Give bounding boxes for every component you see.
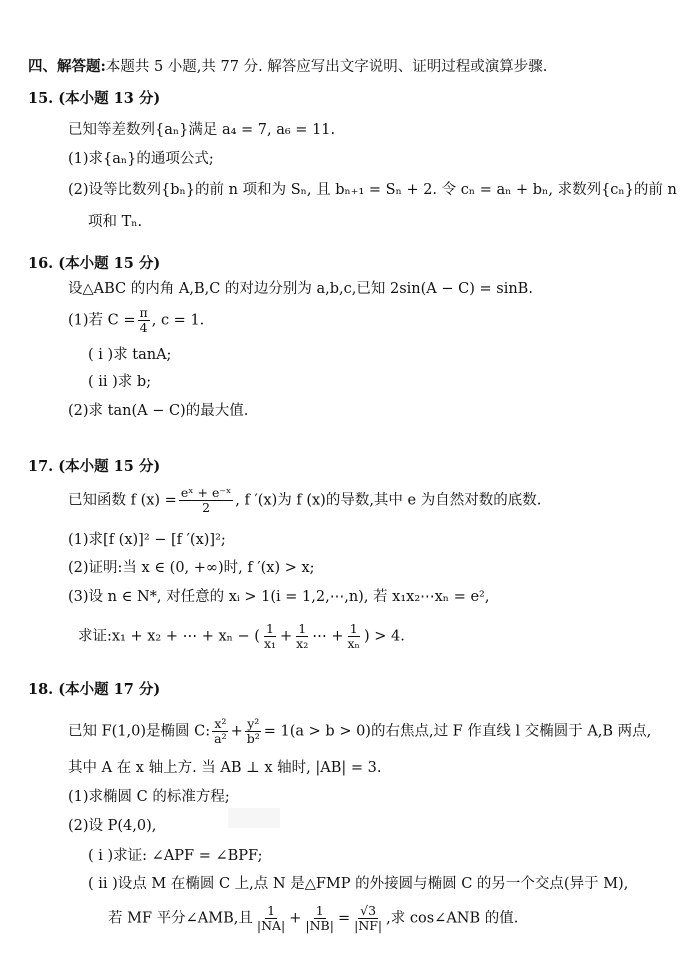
plus: + [289, 910, 302, 927]
q16-part1-pre: (1)若 C = [68, 312, 136, 329]
q16-part2: (2)求 tan(A − C)的最大值. [68, 403, 249, 419]
q16-part1-post: , c = 1. [151, 312, 205, 329]
fraction-1-x2 [294, 622, 310, 651]
proof-post: ) > 4. [363, 628, 405, 645]
fraction-cosh [179, 486, 233, 515]
fraction-sqrt3-nf [352, 904, 384, 933]
fraction-1-na [255, 904, 287, 933]
numerator: 1 [315, 903, 324, 918]
q15-part2-cont: 项和 Tₙ. [88, 214, 143, 230]
denominator: 2 [202, 500, 211, 515]
fraction-1-x1 [262, 622, 278, 651]
q16-title: 16. (本小题 15 分) [28, 255, 161, 272]
q15-part2: (2)设等比数列{bₙ}的前 n 项和为 Sₙ, 且 bₙ₊₁ = Sₙ + 2. 令 cₙ = aₙ + bₙ, 求数列{cₙ}的前 n [68, 182, 677, 198]
q17-part3: (3)设 n ∈ N*, 对任意的 xᵢ > 1(i = 1,2,⋯,n), 若 x₁x₂⋯xₙ = e², [68, 589, 490, 605]
q16-part1-ii: ( ⅱ )求 b; [88, 374, 152, 390]
q17-title: 17. (本小题 15 分) [28, 458, 161, 475]
q18-stem-pre: 已知 F(1,0)是椭圆 C: [68, 723, 211, 740]
fraction-y2-b2 [245, 717, 262, 746]
numerator: 1 [298, 621, 307, 636]
q17-part1: (1)求[f (x)]² − [f ′(x)]²; [68, 532, 226, 548]
q18-stem [68, 717, 651, 746]
numerator: eˣ + e⁻ˣ [180, 485, 232, 500]
q16-part1 [68, 306, 204, 335]
denominator: |NB| [305, 918, 334, 933]
denominator: x₂ [296, 636, 309, 651]
denominator: x₁ [263, 636, 277, 651]
q16-part1-i: ( ⅰ )求 tanA; [88, 347, 172, 363]
q18-part2: (2)设 P(4,0), [68, 818, 157, 834]
q18-stem-post: = 1(a > b > 0)的右焦点,过 F 作直线 l 交椭圆于 A,B 两点, [263, 723, 652, 740]
numerator: 1 [266, 621, 274, 636]
q18-last [108, 904, 518, 933]
q15-title: 15. (本小题 13 分) [28, 90, 161, 107]
q17-stem [68, 486, 541, 515]
dots: ⋯ + [312, 628, 344, 645]
denominator: b² [246, 731, 260, 746]
section-header [28, 57, 547, 77]
numerator: x² [214, 716, 227, 731]
fraction-1-xn [346, 622, 362, 651]
q18-title: 18. (本小题 17 分) [28, 681, 161, 698]
q18-part2-ii: ( ⅱ )设点 M 在椭圆 C 上,点 N 是△FMP 的外接圆与椭圆 C 的另一个交点(异于 M), [88, 876, 629, 892]
numerator: π [139, 305, 148, 320]
denominator: 4 [139, 320, 148, 335]
numerator: 1 [349, 621, 358, 636]
proof-pre: 求证:x₁ + x₂ + ⋯ + xₙ − ( [78, 628, 260, 645]
q18-stem-cont: 其中 A 在 x 轴上方. 当 AB ⊥ x 轴时, |AB| = 3. [68, 760, 382, 776]
denominator: a² [214, 731, 227, 746]
fraction-1-nb [303, 904, 336, 933]
q17-stem-post: , f ′(x)为 f (x)的导数,其中 e 为自然对数的底数. [235, 492, 542, 509]
numerator: √3 [360, 903, 377, 918]
scan-smudge [228, 808, 280, 828]
denominator: |NA| [256, 918, 286, 933]
section-label: 四、解答题: [28, 58, 106, 75]
q17-part2: (2)证明:当 x ∈ (0, +∞)时, f ′(x) > x; [68, 560, 315, 576]
denominator: |NF| [354, 918, 383, 933]
denominator: xₙ [347, 636, 360, 651]
q17-proof [78, 622, 405, 651]
equals: = [337, 910, 351, 927]
plus: + [280, 628, 293, 645]
last-pre: 若 MF 平分∠AMB,且 [108, 910, 253, 927]
plus: + [230, 723, 243, 740]
fraction-x2-a2 [212, 717, 228, 746]
q15-part1: (1)求{aₙ}的通项公式; [68, 151, 214, 167]
section-instructions: 本题共 5 小题,共 77 分. 解答应写出文字说明、证明过程或演算步骤. [105, 59, 548, 75]
q18-part2-i: ( ⅰ )求证: ∠APF = ∠BPF; [88, 848, 263, 864]
q16-stem: 设△ABC 的内角 A,B,C 的对边分别为 a,b,c,已知 2sin(A − C) = sinB. [68, 281, 533, 297]
q15-stem: 已知等差数列{aₙ}满足 a₄ = 7, a₆ = 11. [68, 122, 336, 138]
q18-part1: (1)求椭圆 C 的标准方程; [68, 789, 230, 805]
numerator: 1 [267, 903, 276, 918]
q17-stem-pre: 已知函数 f (x) = [68, 492, 177, 509]
fraction-pi-over-4 [138, 306, 150, 335]
last-post: ,求 cos∠ANB 的值. [386, 910, 519, 927]
numerator: y² [247, 716, 260, 731]
